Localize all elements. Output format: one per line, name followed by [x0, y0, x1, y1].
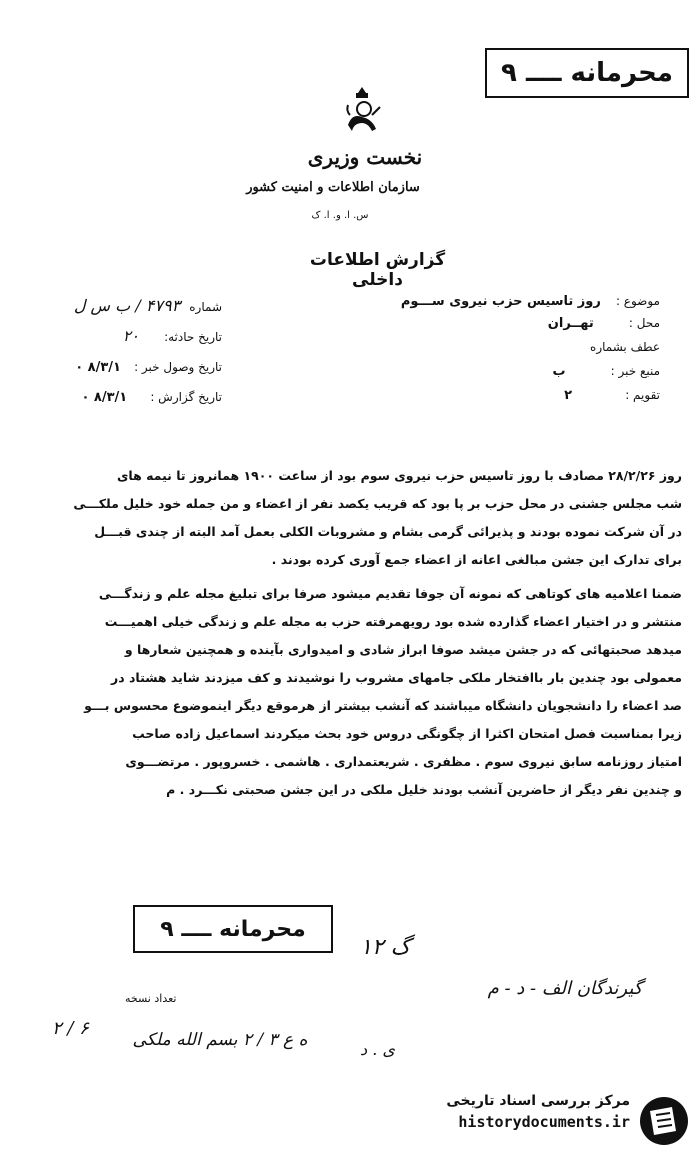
savak-heading: سازمان اطلاعات و امنیت کشور	[246, 180, 420, 195]
meta-right	[360, 290, 660, 408]
report-date-label: تاریخ گزارش :	[150, 390, 222, 404]
body-line: شب مجلس جشنی در محل حزب بر پا بود که قریب یکصد نفر از اعضاء و من جمله خود خلیل ملکـــی	[73, 496, 682, 511]
report-body	[22, 462, 682, 804]
followup-label: عطف بشماره	[590, 340, 660, 354]
body-line: و چندین نفر دیگر از حاضرین آنشب بودند خلیل ملکی در این جشن صحبتی نکـــرد . م	[166, 782, 682, 797]
place-value: تهــران	[547, 316, 594, 331]
place-row	[360, 312, 660, 336]
confidential-stamp-middle-text: محرمانه ــــ ۹	[160, 916, 306, 942]
receipt-date-label: تاریخ وصول خبر :	[134, 360, 222, 374]
number-label: شماره	[189, 300, 222, 314]
confidential-stamp-text: محرمانه ــــ ۹	[501, 58, 673, 88]
body-line: امتیاز روزنامه سابق نیروی سوم . مظفری . شریعتمداری . هاشمی . خسروپور . مرتضـــوی	[125, 754, 682, 769]
body-line: زیرا بمناسبت فصل امتحان اکثرا از چگونگی دروس خود بحث میکردند اسماعیل زاده صاحب	[132, 726, 682, 741]
event-date-value: ۲۰	[122, 327, 139, 345]
report-date-row	[22, 386, 222, 416]
report-title: گزارش اطلاعات داخلی	[309, 250, 446, 290]
savak-abbreviation: س. ا. و. ا. ک	[311, 210, 369, 221]
footer-url: historydocuments.ir	[458, 1113, 630, 1131]
receipt-date-value: ۸/۳/۱ ۰	[75, 360, 121, 375]
document-center-logo-icon	[638, 1095, 690, 1147]
handwritten-bottom-note: ه ع ۳ / ۲ بسم الله ملکی	[132, 1030, 308, 1050]
lion-and-sun-emblem-icon	[342, 85, 382, 135]
subject-value: روز تاسیس حزب نیروی ســـوم	[400, 294, 601, 309]
copies-label: تعداد نسخه	[125, 992, 177, 1005]
number-value: ۴۷۹۳ / ب س ل	[73, 296, 181, 315]
source-row	[360, 360, 660, 384]
rating-value: ۲	[564, 388, 573, 403]
body-line: در آن شرکت نموده بودند و پذیرائی گرمی بشام و مشروبات الکلی بعمل آمد البته از چندی قبـــل	[94, 524, 682, 539]
prime-ministry-heading: نخست وزیری	[307, 145, 423, 169]
footer-org-name: مرکز بررسی اسناد تاریخی	[446, 1093, 630, 1109]
body-line: صد اعضاء را دانشجویان دانشگاه میباشند که آنشب بیشتر از هرموقع دیگر اینموضوع محسوس بـــو	[84, 698, 682, 713]
body-line: میدهد صحبتهائی که در جشن میشد صوفا ابراز شادی و امیدواری بآینده و همچنین شعارها و	[124, 642, 682, 657]
body-line: معمولی بود چندین بار باافتخار ملکی جامهای مشروب را نوشیدند و کف میزدند شاید هشتاد در	[111, 670, 682, 685]
place-label: محل :	[628, 316, 660, 330]
source-label: منبع خبر :	[610, 364, 660, 378]
source-value: ب	[552, 364, 566, 379]
handwritten-initials: ی . د	[360, 1040, 395, 1059]
confidential-stamp-middle	[133, 905, 333, 953]
event-date-row	[22, 326, 222, 356]
handwritten-signature-mid: گ ۱۲	[360, 935, 411, 960]
meta-left	[22, 296, 222, 416]
handwritten-left-note: ۲ / ۶	[52, 1018, 89, 1039]
body-line: برای تدارک این جشن مبالغی اعانه از اعضاء جمع آوری کرده بودند .	[271, 552, 682, 567]
rating-label: تقویم :	[625, 388, 660, 402]
report-date-value: ۸/۳/۱ ۰	[81, 390, 128, 405]
body-line: ضمنا اعلامیه های کوتاهی که نمونه آن جوفا تقدیم میشود صرفا برای تبلیغ مجله علم و زندگـــی	[98, 586, 682, 601]
body-line: منتشر و در اختیار اعضاء گذارده شده بود رویهمرفته حزب به مجله علم و زندگی خیلی اهمیـــت	[104, 614, 682, 629]
followup-row	[360, 336, 660, 360]
footer-watermark	[446, 1093, 630, 1131]
subject-row	[360, 290, 660, 312]
event-date-label: تاریخ حادثه:	[164, 330, 222, 344]
handwritten-recipients: گیرندگان الف - د - م	[487, 978, 643, 999]
number-row	[22, 296, 222, 326]
rating-row	[360, 384, 660, 408]
subject-label: موضوع :	[615, 294, 660, 308]
receipt-date-row	[22, 356, 222, 386]
body-line: روز ۲۸/۲/۲۶ مصادف با روز تاسیس حزب نیروی سوم بود از ساعت ۱۹۰۰ همانروز تا نیمه های	[116, 468, 682, 483]
confidential-stamp-top	[485, 48, 689, 98]
